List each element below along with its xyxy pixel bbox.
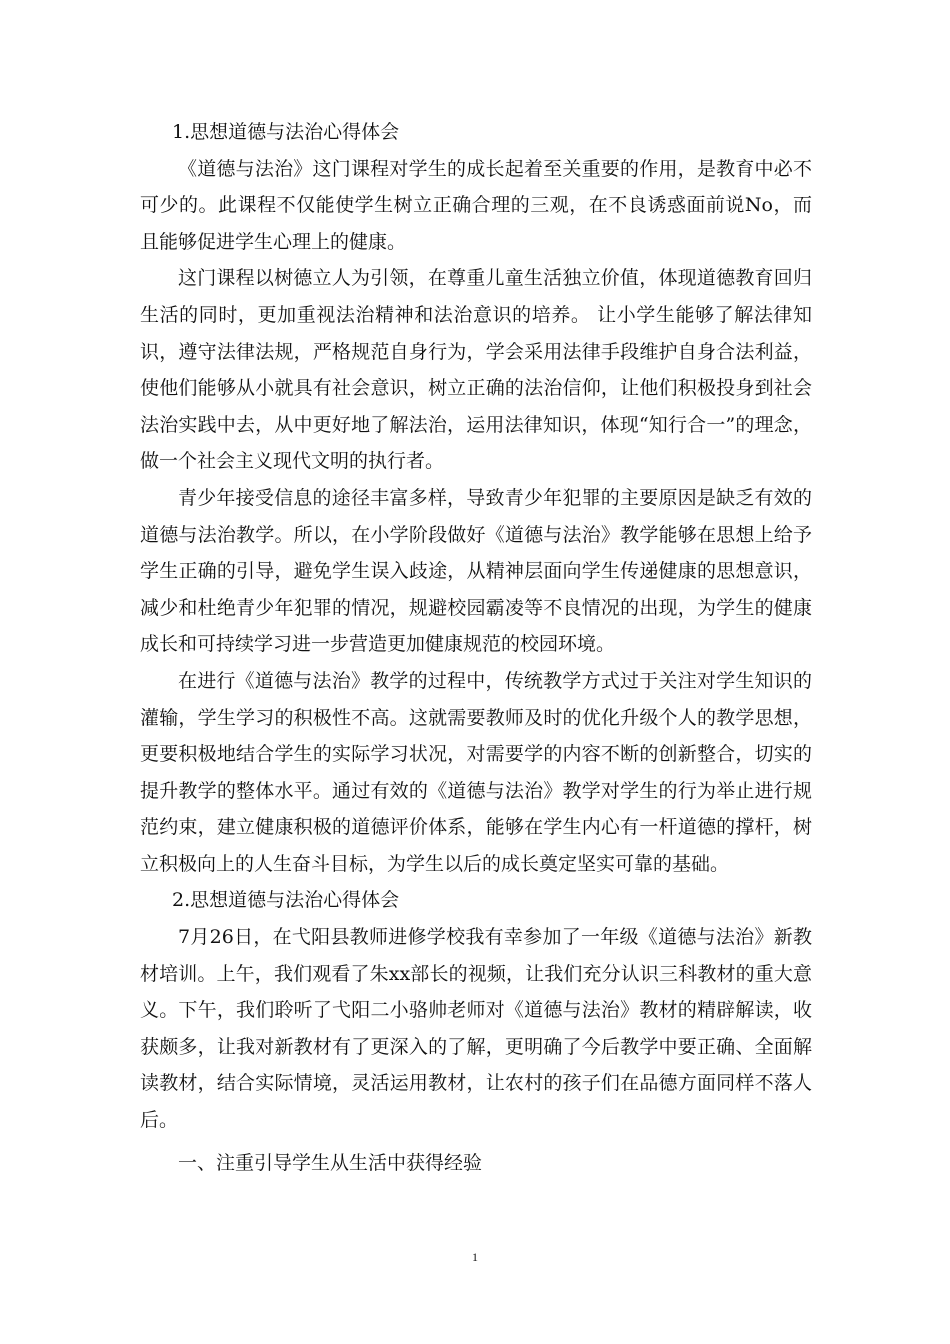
- section-1-paragraph-4: 在进行《道德与法治》教学的过程中，传统教学方式过于关注对学生知识的灌输，学生学习的积极性不高。这就需要教师及时的优化升级个人的教学思想，更要积极地结合学生的实际学习状况，对需要学的内容不断的创新整合，切实的提升教学的整体水平。通过有效的《道德与法治》教学对学生的行为举止进行规范约束，建立健康积极的道德评价体系，能够在学生内心有一杆道德的撑杆，树立积极向上的人生奋斗目标，为学生以后的成长奠定坚实可靠的基础。: [140, 669, 812, 875]
- section-2-subheading: 一、注重引导学生从生活中获得经验: [178, 1151, 483, 1174]
- section-2-paragraph-1: 7月26日，在弋阳县教师进修学校我有幸参加了一年级《道德与法治》新教材培训。上午，我们观看了朱xx部长的视频，让我们充分认识三科教材的重大意义。下午，我们聆听了弋阳二小骆帅老师对《道德与法治》教材的精辟解读，收获颇多，让我对新教材有了更深入的了解，更明确了今后教学中要正确、全面解读教材，结合实际情境，灵活运用教材，让农村的孩子们在品德方面同样不落人后。: [140, 926, 812, 1132]
- page-number: 1: [472, 1250, 478, 1264]
- section-1-paragraph-1: 《道德与法治》这门课程对学生的成长起着至关重要的作用，是教育中必不可少的。此课程不仅能使学生树立正确合理的三观，在不良诱惑面前说No，而且能够促进学生心理上的健康。: [140, 157, 812, 253]
- section-1-paragraph-2: 这门课程以树德立人为引领，在尊重儿童生活独立价值，体现道德教育回归生活的同时，更加重视法治精神和法治意识的培养。 让小学生能够了解法律知识，遵守法律法规，严格规范自身行为，学会采用法律手段维护自身合法利益，使他们能够从小就具有社会意识，树立正确的法治信仰，让他们积极投身到社会法治实践中去，从中更好地了解法治，运用法律知识，体现“知行合一”的理念，做一个社会主义现代文明的执行者。: [140, 267, 812, 473]
- section-2-title: 2.思想道德与法治心得体会: [172, 889, 400, 912]
- document-body: [140, 114, 812, 1181]
- section-1-title: 1.思想道德与法治心得体会: [172, 121, 400, 143]
- section-1-paragraph-3: 青少年接受信息的途径丰富多样，导致青少年犯罪的主要原因是缺乏有效的道德与法治教学。所以，在小学阶段做好《道德与法治》教学能够在思想上给予学生正确的引导，避免学生误入歧途，从精神层面向学生传递健康的思想意识，减少和杜绝青少年犯罪的情况，规避校园霸凌等不良情况的出现，为学生的健康成长和可持续学习进一步营造更加健康规范的校园环境。: [140, 486, 812, 656]
